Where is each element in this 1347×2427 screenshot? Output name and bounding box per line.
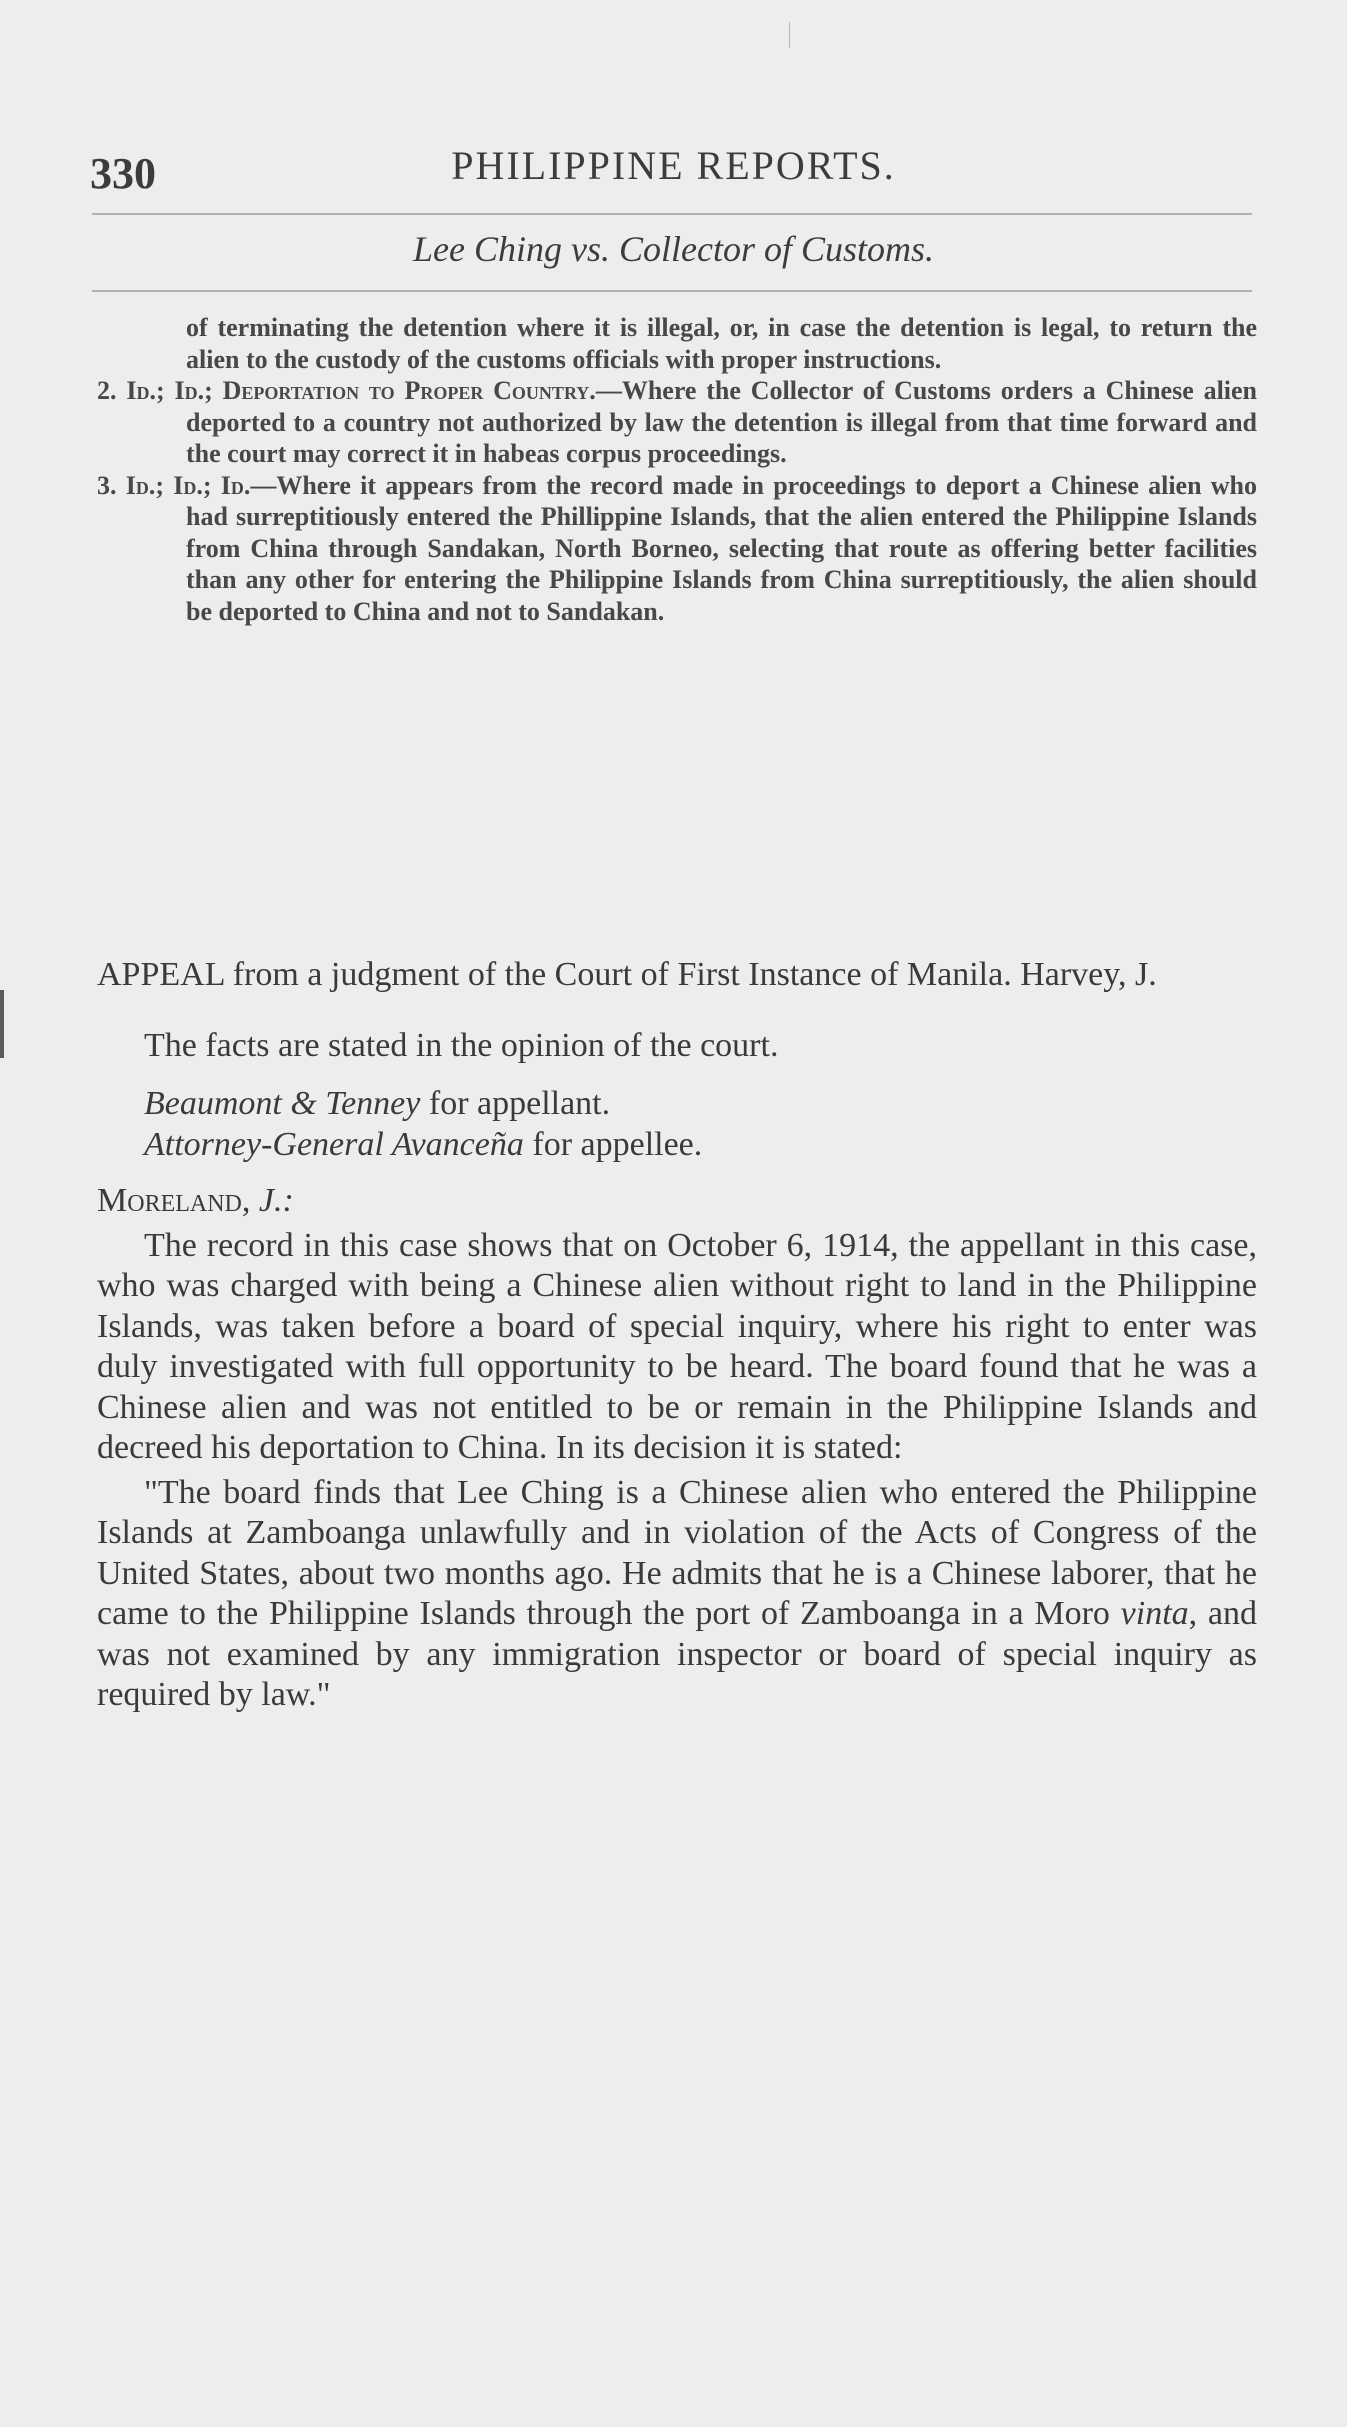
appellant-counsel-role: for appellant.: [420, 1085, 611, 1122]
appellee-counsel-name: Attorney-General Avanceña: [144, 1125, 524, 1163]
syllabus-item-number: 3.: [97, 470, 117, 500]
running-head: PHILIPPINE REPORTS.: [451, 143, 896, 188]
syllabus-id: Id.: [220, 470, 251, 500]
counsel-appellee: [97, 1125, 1257, 1166]
main-text: [97, 955, 1257, 1716]
scan-edge-mark: [0, 990, 4, 1058]
syllabus-id: Id.;: [174, 376, 213, 405]
opinion-author-title: J.:: [258, 1182, 294, 1219]
syllabus-dash: —: [250, 470, 277, 500]
facts-statement: The facts are stated in the opinion of the court.: [144, 1026, 779, 1064]
opinion-author: Moreland,: [97, 1182, 251, 1219]
header-rule-bottom: [92, 290, 1252, 292]
syllabus: [97, 312, 1257, 627]
syllabus-item-3: [97, 470, 1257, 628]
quote-text-start: "The board finds that Lee Ching is a Chinese alien who entered the Philippine Islands at Zamboanga unlawfully and in violation of the Acts of Congress of the United States, about two months ago. He admits that he is a Chinese laborer, that he came to the Philippine Islands through the port of Zamboanga in a Moro: [97, 1473, 1257, 1632]
quote-italic-term: vinta: [1120, 1595, 1189, 1632]
syllabus-dash: —: [595, 376, 622, 405]
appellee-counsel-role: for appellee.: [523, 1125, 703, 1163]
page-number: 330: [90, 149, 156, 198]
syllabus-id: Id.;: [126, 376, 165, 405]
syllabus-item-text: Where it appears from the record made in proceedings to deport a Chinese alien who had surreptitiously entered the Phillippine Islands, that the alien entered the Philippine Islands from China through Sandakan, North Borneo, selecting that route as offering better facilities than any other for entering the Philippine Islands from China surreptitiously, the alien should be deported to China and not to Sandakan.: [186, 470, 1258, 626]
syllabus-continuation: of terminating the detention where it is illegal, or, in case the detention is legal, to return the alien to the custody of the customs officials with proper instructions.: [186, 313, 1257, 374]
appeal-statement: APPEAL from a judgment of the Court of First Instance of Manila. Harvey, J.: [97, 956, 1157, 993]
appellant-counsel-name: Beaumont & Tenney: [144, 1085, 421, 1122]
syllabus-id: Id.;: [125, 470, 164, 500]
syllabus-item-text: Where the Collector of Customs orders a Chinese alien deported to a country not authorized by law the detention is illegal from that time forward and the court may correct it in habeas corpus proceedings.: [186, 376, 1258, 468]
header-rule-top: [92, 213, 1252, 215]
scan-mark: [789, 22, 790, 48]
syllabus-id: Id.;: [173, 470, 212, 500]
syllabus-item-number: 2.: [97, 376, 117, 405]
opinion-paragraph-1: The record in this case shows that on October 6, 1914, the appellant in this case, who was charged with being a Chinese alien without right to land in the Philippine Islands, was taken before a board of special inquiry, where his right to enter was duly investigated with full opportunity to be heard. The board found that he was a Chinese alien and was not entitled to be or remain in the Philippine Islands and decreed his deportation to China. In its decision it is stated:: [97, 1226, 1257, 1466]
quote-text-end: , and was not examined by any immigration inspector or board of special inquiry as required by law.": [97, 1595, 1257, 1713]
opinion-quote: [97, 1473, 1257, 1716]
opinion-author-line: [97, 1181, 1257, 1222]
counsel-appellant: [97, 1084, 1257, 1125]
case-title: Lee Ching vs. Collector of Customs.: [413, 229, 934, 269]
syllabus-topic: Deportation to Proper Country.: [222, 376, 596, 405]
syllabus-item-2: [97, 375, 1257, 470]
